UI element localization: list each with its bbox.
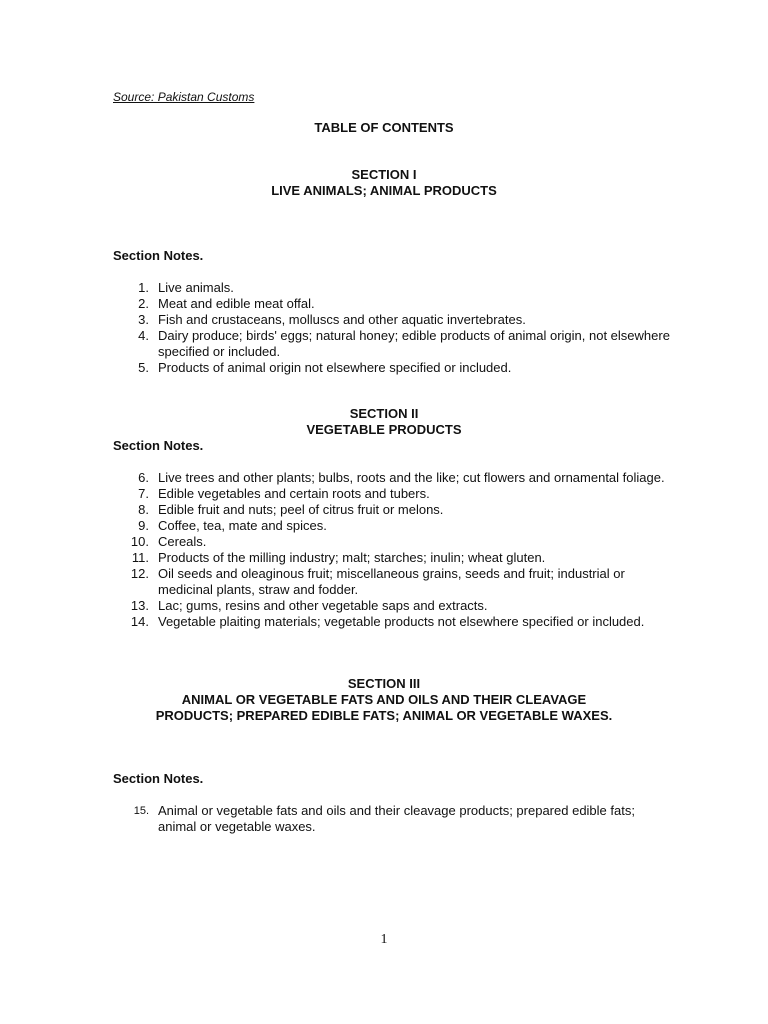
- chapter-item: [113, 470, 673, 486]
- chapter-item: [113, 312, 673, 328]
- chapter-number: 11.: [131, 550, 149, 565]
- section-1-heading: SECTION I: [351, 167, 417, 182]
- chapter-text: Live trees and other plants; bulbs, roots and the like; cut flowers and ornamental foliage.: [158, 470, 665, 485]
- chapter-item: [113, 534, 673, 550]
- toc-title: TABLE OF CONTENTS: [314, 120, 454, 135]
- chapter-item: [113, 360, 673, 376]
- chapter-item: [113, 550, 673, 566]
- section-1-title: LIVE ANIMALS; ANIMAL PRODUCTS: [271, 183, 497, 198]
- section-2-heading: SECTION II: [349, 406, 419, 421]
- source-citation: Source: Pakistan Customs: [113, 90, 255, 104]
- section-2-notes-label: Section Notes.: [113, 438, 204, 453]
- chapter-number: 8.: [138, 502, 149, 517]
- chapter-number: 15.: [133, 805, 149, 817]
- chapter-number: 1.: [138, 280, 149, 295]
- chapter-text: Oil seeds and oleaginous fruit; miscellaneous grains, seeds and fruit; industrial or medicinal plants, straw and fodder.: [158, 566, 625, 597]
- section-3-title-line-1: ANIMAL OR VEGETABLE FATS AND OILS AND THEIR CLEAVAGE: [181, 692, 587, 707]
- chapter-text: Coffee, tea, mate and spices.: [158, 518, 327, 533]
- chapter-number: 13.: [130, 598, 149, 613]
- chapter-number: 10.: [130, 534, 149, 549]
- chapter-number: 5.: [138, 360, 149, 375]
- chapter-text: Dairy produce; birds' eggs; natural honey; edible products of animal origin, not elsewhere specified or included.: [158, 328, 670, 359]
- chapter-item: [113, 518, 673, 534]
- chapter-text: Lac; gums, resins and other vegetable saps and extracts.: [158, 598, 488, 613]
- chapter-number: 6.: [138, 470, 149, 485]
- chapter-item: [113, 280, 673, 296]
- chapter-number: 2.: [138, 296, 149, 311]
- chapter-item: [113, 502, 673, 518]
- chapter-text: Edible fruit and nuts; peel of citrus fruit or melons.: [158, 502, 444, 517]
- chapter-text: Animal or vegetable fats and oils and their cleavage products; prepared edible fats; animal or vegetable waxes.: [158, 803, 635, 834]
- chapter-item: [113, 598, 673, 614]
- chapter-item: [113, 566, 673, 598]
- chapter-number: 4.: [138, 328, 149, 343]
- section-3-title-line-2: PRODUCTS; PREPARED EDIBLE FATS; ANIMAL OR VEGETABLE WAXES.: [155, 708, 613, 723]
- chapter-item: [113, 803, 673, 835]
- section-3-chapter-list: [113, 803, 673, 835]
- chapter-text: Products of the milling industry; malt; starches; inulin; wheat gluten.: [158, 550, 546, 565]
- chapter-text: Fish and crustaceans, molluscs and other aquatic invertebrates.: [158, 312, 526, 327]
- chapter-text: Cereals.: [158, 534, 207, 549]
- chapter-number: 12.: [130, 566, 149, 581]
- chapter-number: 3.: [138, 312, 149, 327]
- chapter-item: [113, 296, 673, 312]
- chapter-text: Edible vegetables and certain roots and tubers.: [158, 486, 430, 501]
- chapter-number: 14.: [130, 614, 149, 629]
- section-2-title: VEGETABLE PRODUCTS: [306, 422, 462, 437]
- section-1-notes-label: Section Notes.: [113, 248, 204, 263]
- chapter-text: Products of animal origin not elsewhere specified or included.: [158, 360, 512, 375]
- chapter-number: 7.: [138, 486, 149, 501]
- chapter-text: Meat and edible meat offal.: [158, 296, 315, 311]
- chapter-text: Vegetable plaiting materials; vegetable products not elsewhere specified or included.: [158, 614, 645, 629]
- section-2-chapter-list: [113, 470, 673, 630]
- chapter-number: 9.: [138, 518, 149, 533]
- section-3-notes-label: Section Notes.: [113, 771, 204, 786]
- chapter-item: [113, 486, 673, 502]
- chapter-text: Live animals.: [158, 280, 234, 295]
- section-3-heading: SECTION III: [347, 676, 421, 691]
- section-1-chapter-list: [113, 280, 673, 376]
- chapter-item: [113, 328, 673, 360]
- page-number: 1: [380, 932, 388, 947]
- chapter-item: [113, 614, 673, 630]
